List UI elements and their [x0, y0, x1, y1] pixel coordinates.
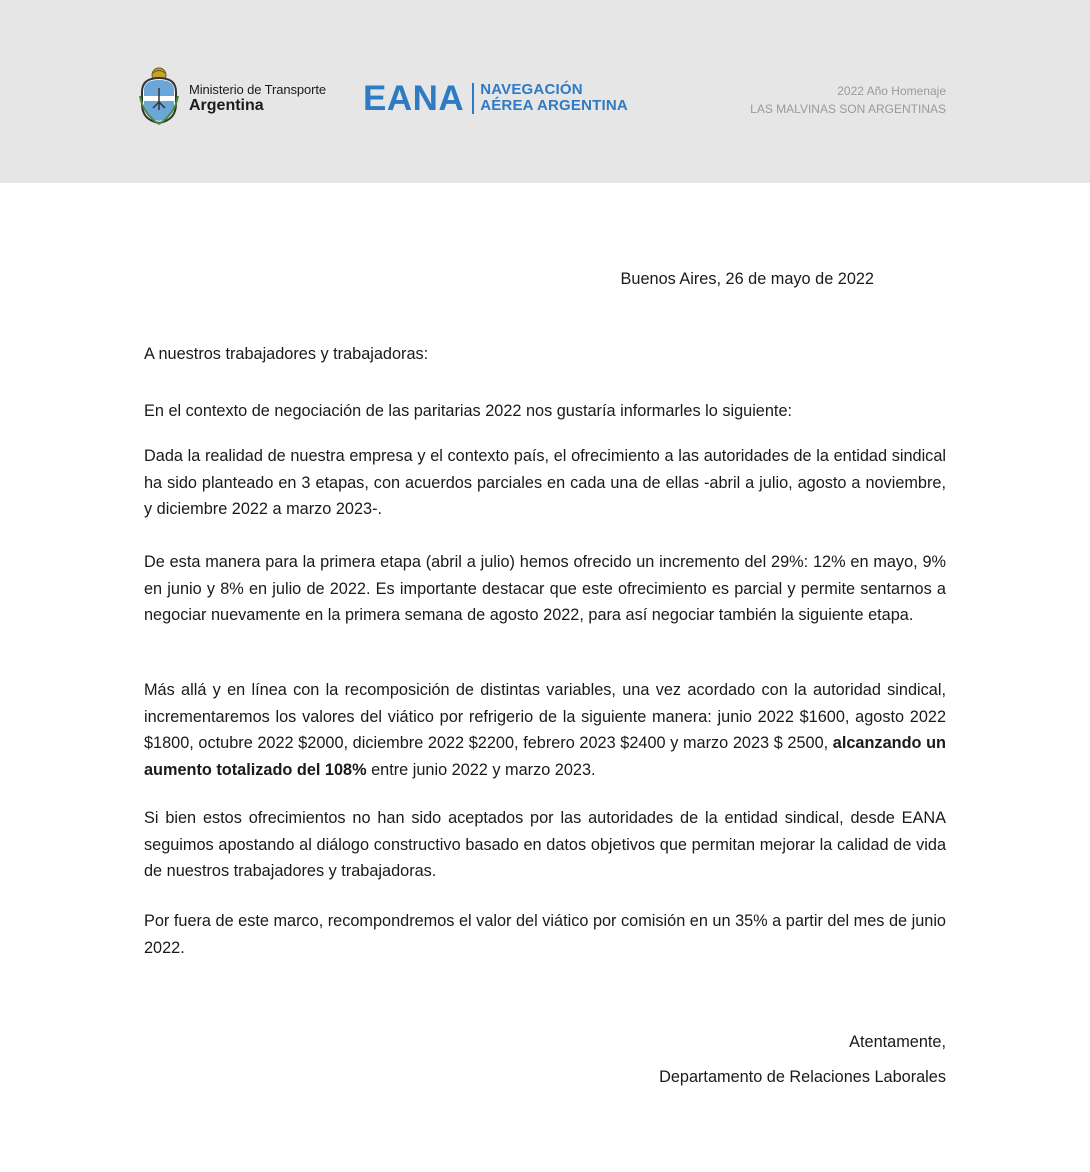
ministry-name: Ministerio de Transporte [189, 82, 327, 97]
paragraph-1: En el contexto de negociación de las paritarias 2022 nos gustaría informarles lo siguiente: [144, 402, 793, 420]
paragraph-4-highlight: alcanzando un aumento totalizado del 108% [144, 734, 946, 779]
closing: Atentamente, [849, 1033, 946, 1051]
eana-wordmark: EANA [363, 78, 465, 118]
eana-tagline-line1: NAVEGACIÓN [480, 81, 583, 98]
eana-logo [363, 80, 628, 116]
paragraph-2: Dada la realidad de nuestra empresa y el contexto país, el ofrecimiento a las autoridades de la entidad sindical ha sido planteado en 3 etapas, con acuerdos parciales en cada una de ellas -abril a julio, agosto a noviembre, y diciembre 2022 a marzo 2023-. [144, 447, 946, 518]
letterhead [0, 0, 1090, 183]
logo-divider [472, 83, 474, 114]
paragraph-4 [144, 677, 946, 783]
greeting: A nuestros trabajadores y trabajadoras: [144, 345, 429, 363]
paragraph-5: Si bien estos ofrecimientos no han sido aceptados por las autoridades de la entidad sindical, desde EANA seguimos apostando al diálogo constructivo basado en datos objetivos que permitan mejorar la calidad de vida de nuestros trabajadores y trabajadoras. [144, 809, 946, 880]
paragraph-6: Por fuera de este marco, recompondremos el valor del viático por comisión en un 35% a partir del mes de junio 2022. [144, 912, 946, 957]
motto-line1: 2022 Año Homenaje [837, 84, 946, 98]
eana-tagline [480, 82, 628, 114]
eana-tagline-line2: AÉREA ARGENTINA [480, 97, 628, 114]
coat-of-arms-icon [139, 66, 179, 126]
motto-line2: LAS MALVINAS SON ARGENTINAS [750, 102, 946, 116]
ministry-logo [189, 83, 326, 114]
paragraph-4-text-a: Más allá y en línea con la recomposición de distintas variables, una vez acordado con la autoridad sindical, incrementaremos los valores del viático por refrigerio de la siguiente manera: junio 2022 $1600, agosto 2022 $1800, octubre 2022 $2000, diciembre 2022 $2200, febrero 2023 $2400 y marzo 2023 $ 2500, [144, 681, 946, 752]
letter-date: Buenos Aires, 26 de mayo de 2022 [620, 270, 874, 288]
paragraph-3: De esta manera para la primera etapa (abril a julio) hemos ofrecido un incremento del 29%: 12% en mayo, 9% en junio y 8% en julio de 2022. Es importante destacar que este ofrecimiento es parcial y permite sentarnos a negociar nuevamente en la primera semana de agosto 2022, para así negociar también la siguiente etapa. [144, 553, 946, 624]
year-motto [750, 82, 946, 118]
paragraph-4-text-b: entre junio 2022 y marzo 2023. [366, 760, 596, 779]
ministry-country: Argentina [189, 97, 264, 114]
signature: Departamento de Relaciones Laborales [659, 1068, 946, 1086]
